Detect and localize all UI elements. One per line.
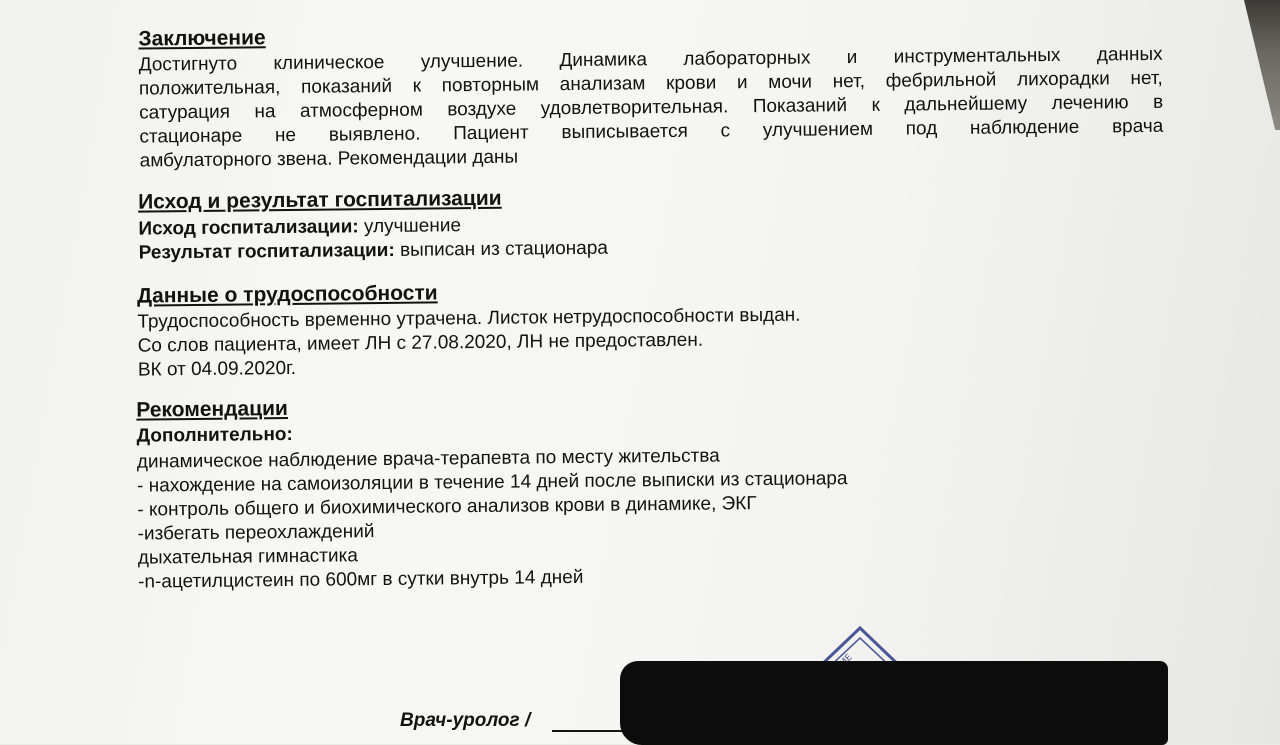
conclusion-word: анализам (559, 73, 646, 96)
outcome-label: Исход госпитализации: (138, 216, 359, 240)
conclusion-word: Пациент (453, 122, 529, 145)
conclusion-word: лечению (1051, 92, 1129, 114)
conclusion-line-5: амбулаторного звена. Рекомендации даны (139, 146, 519, 172)
conclusion-word: клиническое (273, 51, 385, 75)
conclusion-word: врача (1111, 115, 1164, 138)
conclusion-word: инструментальных (893, 44, 1061, 68)
conclusion-word: нет, (832, 70, 866, 93)
conclusion-word: лихорадки (1016, 68, 1110, 91)
work-line-1: Трудоспособность временно утрачена. Листок нетрудоспособности выдан. (137, 304, 801, 333)
recommendation-item: -избегать переохлаждений (137, 521, 375, 545)
conclusion-heading: Заключение (138, 26, 266, 51)
conclusion-word: Динамика (559, 49, 648, 72)
work-line-3: ВК от 04.09.2020г. (137, 357, 297, 381)
conclusion-word: и (846, 47, 858, 69)
conclusion-word: нет, (1130, 67, 1163, 90)
conclusion-word: с (720, 120, 731, 142)
conclusion-word: наблюдение (969, 116, 1080, 139)
outcome-heading: Исход и результат госпитализации (138, 186, 502, 214)
conclusion-word: крови (665, 72, 717, 95)
outcome-row (138, 215, 461, 240)
recommendation-item: - контроль общего и биохимического анализов крови в динамике, ЭКГ (137, 493, 757, 521)
conclusion-word: к (412, 75, 422, 97)
work-line-2: Со слов пациента, имеет ЛН с 27.08.2020, ЛН не предоставлен. (137, 329, 704, 357)
conclusion-word: под (905, 118, 938, 140)
result-value: выписан из стационара (394, 237, 609, 261)
conclusion-word: Достигнуто (138, 53, 238, 76)
outcome-value: улучшение (358, 215, 462, 238)
conclusion-word: улучшением (762, 118, 874, 142)
conclusion-word: удовлетворительная. (540, 96, 729, 120)
conclusion-word: выписывается (561, 120, 688, 144)
conclusion-word: стационаре (139, 125, 243, 148)
conclusion-word: в (1152, 91, 1164, 113)
recommendation-item: - нахождение на самоизоляции в течение 14 дней после выписки из стационара (136, 468, 848, 497)
recommendation-item: динамическое наблюдение врача-терапевта по месту жительства (136, 445, 720, 473)
signature-label: Врач-уролог / (400, 710, 531, 731)
conclusion-word: мочи (768, 71, 813, 93)
conclusion-word: показаний (300, 75, 393, 98)
conclusion-word: положительная, (138, 77, 281, 100)
conclusion-word: повторным (441, 74, 540, 97)
conclusion-word: атмосферном (299, 99, 423, 122)
conclusion-word: улучшение. (420, 50, 524, 73)
conclusion-word: лабораторных (683, 47, 811, 70)
conclusion-word: воздухе (447, 98, 517, 121)
conclusion-word: к (871, 94, 880, 116)
recommendation-item: -n-ацетилцистеин по 600мг в сутки внутрь 14 дней (137, 566, 584, 593)
conclusion-word: дальнейшему (904, 93, 1028, 116)
work-heading: Данные о трудоспособности (136, 281, 438, 308)
conclusion-word: не (274, 124, 297, 147)
conclusion-word: и (736, 72, 748, 94)
conclusion-word: данных (1096, 43, 1163, 66)
conclusion-word: выявлено. (328, 123, 421, 146)
redaction-bar (620, 661, 1168, 745)
conclusion-word: сатурация (139, 101, 231, 124)
result-label: Результат госпитализации: (138, 239, 395, 264)
conclusion-word: Показаний (752, 95, 848, 118)
recommendations-subheading: Дополнительно: (136, 423, 293, 447)
result-row (139, 238, 608, 265)
conclusion-word: фебрильной (885, 69, 997, 92)
conclusion-word: на (254, 101, 276, 123)
recommendation-item: дыхательная гимнастика (137, 545, 358, 569)
recommendations-heading: Рекомендации (136, 397, 289, 422)
